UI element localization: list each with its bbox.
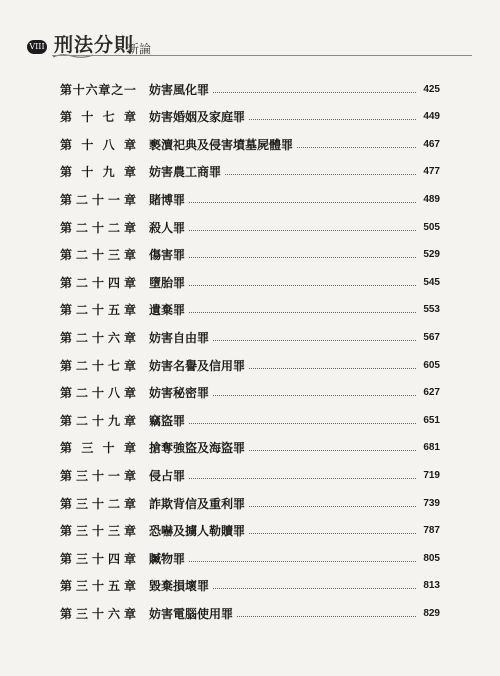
- toc-entry[interactable]: [60, 246, 440, 264]
- toc-chapter-title: 贓物罪: [149, 551, 186, 566]
- toc-page-number: 829: [423, 607, 440, 619]
- toc-entry[interactable]: [60, 411, 440, 429]
- toc-chapter-number: 第 十 七 章: [60, 110, 136, 125]
- toc-chapter-number: 第 二 十 三 章: [60, 248, 136, 263]
- toc-page-number: 651: [423, 414, 440, 426]
- toc-chapter-title: 殺人罪: [149, 220, 186, 235]
- toc-entry[interactable]: [60, 577, 440, 595]
- toc-page-number: 627: [423, 387, 440, 399]
- toc-entry[interactable]: [60, 604, 440, 622]
- toc-dot-leader: [237, 616, 416, 617]
- toc-entry[interactable]: [60, 439, 440, 457]
- toc-entry[interactable]: [60, 549, 440, 567]
- toc-chapter-title: 恐嚇及擄人勒贖罪: [149, 524, 246, 539]
- toc-dot-leader: [189, 202, 416, 203]
- toc-chapter-number: 第 十 六 章 之 一: [60, 82, 136, 97]
- toc-chapter-number: 第 二 十 六 章: [60, 330, 136, 345]
- toc-dot-leader: [189, 230, 416, 231]
- toc-page-number: 553: [423, 304, 440, 316]
- page-number-badge: VIII: [27, 40, 47, 54]
- toc-page-number: 489: [423, 193, 440, 205]
- toc-dot-leader: [213, 395, 416, 396]
- toc-chapter-title: 褻瀆祀典及侵害墳墓屍體罪: [149, 137, 294, 152]
- toc-chapter-title: 賭博罪: [149, 192, 186, 207]
- toc-chapter-title: 詐欺背信及重利罪: [149, 496, 246, 511]
- toc-entry[interactable]: [60, 80, 440, 98]
- toc-entry[interactable]: [60, 301, 440, 319]
- toc-entry[interactable]: [60, 384, 440, 402]
- header-rule: [52, 55, 472, 56]
- toc-chapter-number: 第 二 十 七 章: [60, 358, 136, 373]
- toc-chapter-number: 第 三 十 一 章: [60, 468, 136, 483]
- toc-dot-leader: [189, 561, 416, 562]
- toc-entry[interactable]: [60, 218, 440, 236]
- toc-dot-leader: [213, 588, 416, 589]
- toc-chapter-number: 第 二 十 四 章: [60, 275, 136, 290]
- toc-chapter-number: 第 二 十 二 章: [60, 220, 136, 235]
- toc-chapter-number: 第 三 十 五 章: [60, 579, 136, 594]
- toc-page-number: 529: [423, 249, 440, 261]
- toc-dot-leader: [249, 533, 416, 534]
- toc-page-number: 787: [423, 525, 440, 537]
- toc-dot-leader: [213, 92, 416, 93]
- toc-chapter-title: 妨害名譽及信用罪: [149, 358, 246, 373]
- toc-page-number: 719: [423, 469, 440, 481]
- toc-page-number: 605: [423, 359, 440, 371]
- toc-dot-leader: [189, 423, 416, 424]
- toc-chapter-title: 妨害風化罪: [149, 82, 210, 97]
- toc-chapter-title: 墮胎罪: [149, 275, 186, 290]
- toc-chapter-title: 侵占罪: [149, 468, 186, 483]
- toc-chapter-number: 第 二 十 一 章: [60, 192, 136, 207]
- toc-page-number: 467: [423, 138, 440, 150]
- toc-page-number: 505: [423, 221, 440, 233]
- toc-page-number: 805: [423, 552, 440, 564]
- book-subtitle: 新論: [127, 42, 152, 56]
- toc-chapter-number: 第 三 十 章: [60, 441, 136, 456]
- toc-chapter-title: 搶奪強盜及海盜罪: [149, 441, 246, 456]
- toc-entry[interactable]: [60, 163, 440, 181]
- toc-dot-leader: [189, 478, 416, 479]
- toc-page-number: 567: [423, 331, 440, 343]
- toc-chapter-title: 傷害罪: [149, 248, 186, 263]
- toc-dot-leader: [249, 119, 416, 120]
- toc-chapter-number: 第 三 十 二 章: [60, 496, 136, 511]
- book-title: 刑法分則: [54, 34, 135, 56]
- toc-entry[interactable]: [60, 356, 440, 374]
- toc-page-number: 449: [423, 111, 440, 123]
- toc-dot-leader: [249, 506, 416, 507]
- toc-page-number: 739: [423, 497, 440, 509]
- toc-dot-leader: [189, 285, 416, 286]
- toc-chapter-title: 竊盜罪: [149, 413, 186, 428]
- toc-page-number: 425: [423, 83, 440, 95]
- toc-chapter-title: 妨害婚姻及家庭罪: [149, 110, 246, 125]
- toc-dot-leader: [213, 340, 416, 341]
- toc-dot-leader: [249, 368, 416, 369]
- toc-entry[interactable]: [60, 135, 440, 153]
- toc-chapter-number: 第 二 十 八 章: [60, 386, 136, 401]
- toc-page-number: 477: [423, 166, 440, 178]
- toc-page-number: 545: [423, 276, 440, 288]
- toc-entry[interactable]: [60, 190, 440, 208]
- toc-chapter-title: 妨害農工商罪: [149, 165, 222, 180]
- toc-chapter-number: 第 三 十 四 章: [60, 551, 136, 566]
- toc-chapter-title: 妨害自由罪: [149, 330, 210, 345]
- toc-chapter-title: 妨害電腦使用罪: [149, 606, 234, 621]
- toc-chapter-number: 第 十 八 章: [60, 137, 136, 152]
- toc-chapter-number: 第 二 十 五 章: [60, 303, 136, 318]
- toc-dot-leader: [249, 450, 416, 451]
- toc-entry[interactable]: [60, 522, 440, 540]
- toc-chapter-number: 第 十 九 章: [60, 165, 136, 180]
- toc-page-number: 813: [423, 580, 440, 592]
- toc-entry[interactable]: [60, 108, 440, 126]
- toc-page-number: 681: [423, 442, 440, 454]
- toc-entry[interactable]: [60, 328, 440, 346]
- running-header: [0, 28, 500, 68]
- toc-dot-leader: [225, 174, 416, 175]
- toc-entry[interactable]: [60, 466, 440, 484]
- toc-dot-leader: [189, 312, 416, 313]
- toc-chapter-number: 第 三 十 六 章: [60, 606, 136, 621]
- toc-chapter-title: 遺棄罪: [149, 303, 186, 318]
- toc-chapter-number: 第 二 十 九 章: [60, 413, 136, 428]
- toc-chapter-title: 毀棄損壞罪: [149, 579, 210, 594]
- toc-chapter-title: 妨害秘密罪: [149, 386, 210, 401]
- toc-entry[interactable]: [60, 494, 440, 512]
- toc-chapter-number: 第 三 十 三 章: [60, 524, 136, 539]
- toc-dot-leader: [297, 147, 416, 148]
- toc-dot-leader: [189, 257, 416, 258]
- toc-entry[interactable]: [60, 273, 440, 291]
